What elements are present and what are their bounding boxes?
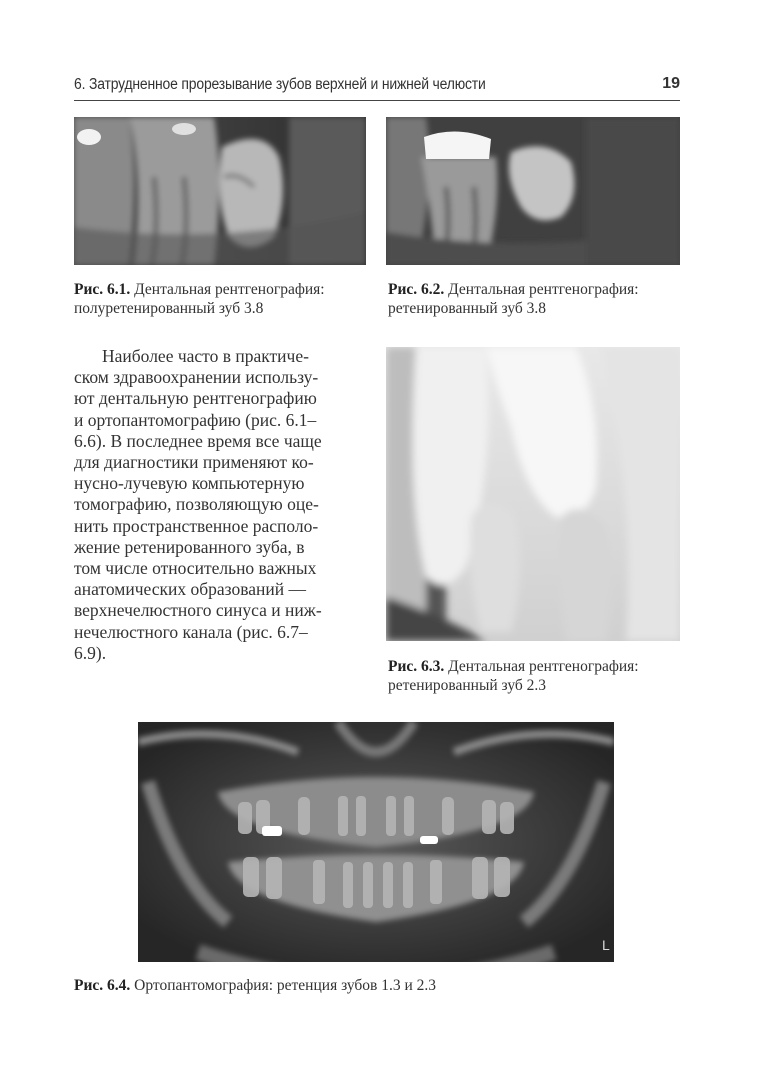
figure-6-2-label: Рис. 6.2. bbox=[388, 281, 445, 298]
figure-6-4-text: Ортопантомография: ретенция зубов 1.3 и 2.3 bbox=[134, 977, 437, 994]
figure-6-3-text-line2: ретенированный зуб 2.3 bbox=[388, 677, 547, 694]
figure-6-3-xray bbox=[386, 347, 680, 641]
figure-6-2-text-line2: ретенированный зуб 3.8 bbox=[388, 300, 547, 317]
figure-6-4-label: Рис. 6.4. bbox=[74, 977, 131, 994]
body-line: нусно-лучевую компьютерную bbox=[74, 473, 305, 494]
figure-6-1-text-line1: Дентальная рентгенография: bbox=[134, 281, 325, 298]
figure-6-2-xray bbox=[386, 117, 680, 265]
chapter-title: 6. Затрудненное прорезывание зубов верхней и нижней челюсти bbox=[74, 76, 486, 93]
figure-6-1-label: Рис. 6.1. bbox=[74, 281, 131, 298]
figure-6-2-caption bbox=[388, 280, 688, 318]
body-line: 6.6). В последнее время все чаще bbox=[74, 430, 322, 451]
body-line: томографию, позволяющую оце- bbox=[74, 494, 319, 515]
figure-6-3-caption bbox=[388, 657, 688, 695]
figure-6-1-xray bbox=[74, 117, 366, 265]
body-paragraph bbox=[74, 346, 364, 664]
body-line: жение ретенированного зуба, в bbox=[74, 536, 305, 557]
page-number: 19 bbox=[662, 75, 680, 92]
corner-marker: L bbox=[602, 937, 610, 953]
body-line: нить пространственное располо- bbox=[74, 515, 319, 536]
body-line: нечелюстного канала (рис. 6.7– bbox=[74, 621, 308, 642]
body-line: анатомических образований — bbox=[74, 579, 306, 600]
body-line: для диагностики применяют ко- bbox=[74, 452, 314, 473]
body-line: верхнечелюстного синуса и ниж- bbox=[74, 600, 322, 621]
figure-6-2-text-line1: Дентальная рентгенография: bbox=[448, 281, 639, 298]
figure-6-4-panoramic-xray bbox=[138, 722, 614, 962]
body-line: ют дентальную рентгенографию bbox=[74, 388, 317, 409]
running-header bbox=[74, 74, 680, 101]
body-line: 6.9). bbox=[74, 642, 107, 663]
figure-6-1-text-line2: полуретенированный зуб 3.8 bbox=[74, 300, 264, 317]
figure-6-3-text-line1: Дентальная рентгенография: bbox=[448, 658, 639, 675]
figure-6-1-caption bbox=[74, 280, 374, 318]
figure-6-4-caption bbox=[74, 976, 674, 995]
body-line: ском здравоохранении использу- bbox=[74, 367, 319, 388]
body-line: и ортопантомографию (рис. 6.1– bbox=[74, 409, 317, 430]
body-line: Наиболее часто в практиче- bbox=[102, 346, 309, 366]
body-line: том числе относительно важных bbox=[74, 558, 317, 579]
figure-6-3-label: Рис. 6.3. bbox=[388, 658, 445, 675]
